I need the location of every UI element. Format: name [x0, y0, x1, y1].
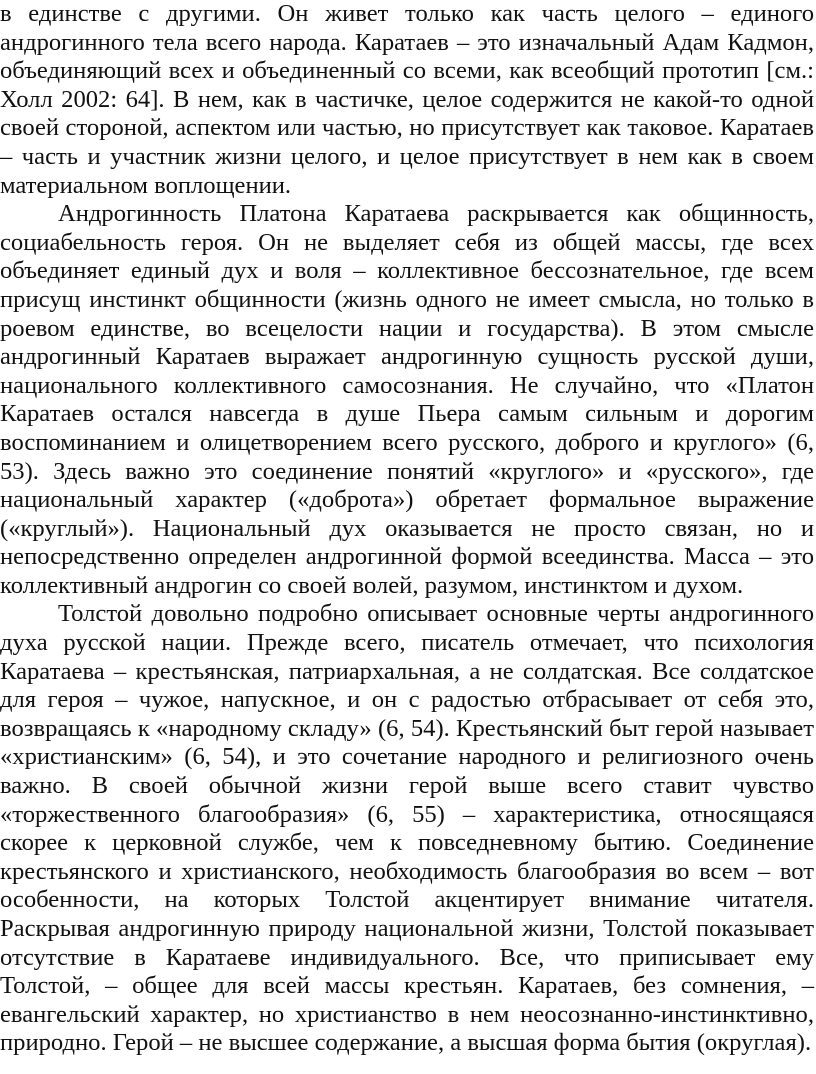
paragraph-3: Толстой довольно подробно описывает основные черты андрогинного духа русской нации. Прежде всего, писатель отмечает, что психология Каратаева – крестьянская, патриархальная, а не солдатская. Все солдатское для героя – чужое, напускное, и он с радостью отбрасывает от себя это, возвращаясь к «народному складу» (6, 54). Крестьянский быт герой называет «христианским» (6, 54), и это сочетание народного и религиозного очень важно. В своей обычной жизни герой выше всего ставит чувство «торжественного благообразия» (6, 55) – характеристика, относящаяся скорее к церковной службе, чем к повседневному бытию. Соединение крестьянского и христианского, необходимость благообразия во всем – вот особенности, на которых Толстой акцентирует внимание читателя. Раскрывая андрогинную природу национальной жизни, Толстой показывает отсутствие в Каратаеве индивидуального. Все, что приписывает ему Толстой, – общее для всей массы крестьян. Каратаев, без сомнения, – евангельский характер, но христианство в нем неосознанно-инстинктивно, природно. Герой – не высшее содержание, а высшая форма бытия (округлая). — [0, 600, 814, 1057]
paragraph-1: в единстве с другими. Он живет только как часть целого – единого андрогинного тела всего народа. Каратаев – это изначальный Адам Кадмон, объединяющий всех и объединенный со всеми, как всеобщий прототип [см.: Холл 2002: 64]. В нем, как в частичке, целое содержится не какой-то одной своей стороной, аспектом или частью, но присутствует как таковое. Каратаев – часть и участник жизни целого, и целое присутствует в нем как в своем материальном воплощении. — [0, 0, 814, 199]
paragraph-2: Андрогинность Платона Каратаева раскрывается как общинность, социабельность героя. Он не выделяет себя из общей массы, где всех объединяет единый дух и воля – коллективное бессознательное, где всем присущ инстинкт общинности (жизнь одного не имеет смысла, но только в роевом единстве, во всецелости нации и государства). В этом смысле андрогинный Каратаев выражает андрогинную сущность русской души, национального коллективного самосознания. Не случайно, что «Платон Каратаев остался навсегда в душе Пьера самым сильным и дорогим воспоминанием и олицетворением всего русского, доброго и круглого» (6, 53). Здесь важно это соединение понятий «круглого» и «русского», где национальный характер («доброта») обретает формальное выражение («круглый»). Национальный дух оказывается не просто связан, но и непосредственно определен андрогинной формой всеединства. Масса – это коллективный андрогин со своей волей, разумом, инстинктом и духом. — [0, 200, 814, 599]
